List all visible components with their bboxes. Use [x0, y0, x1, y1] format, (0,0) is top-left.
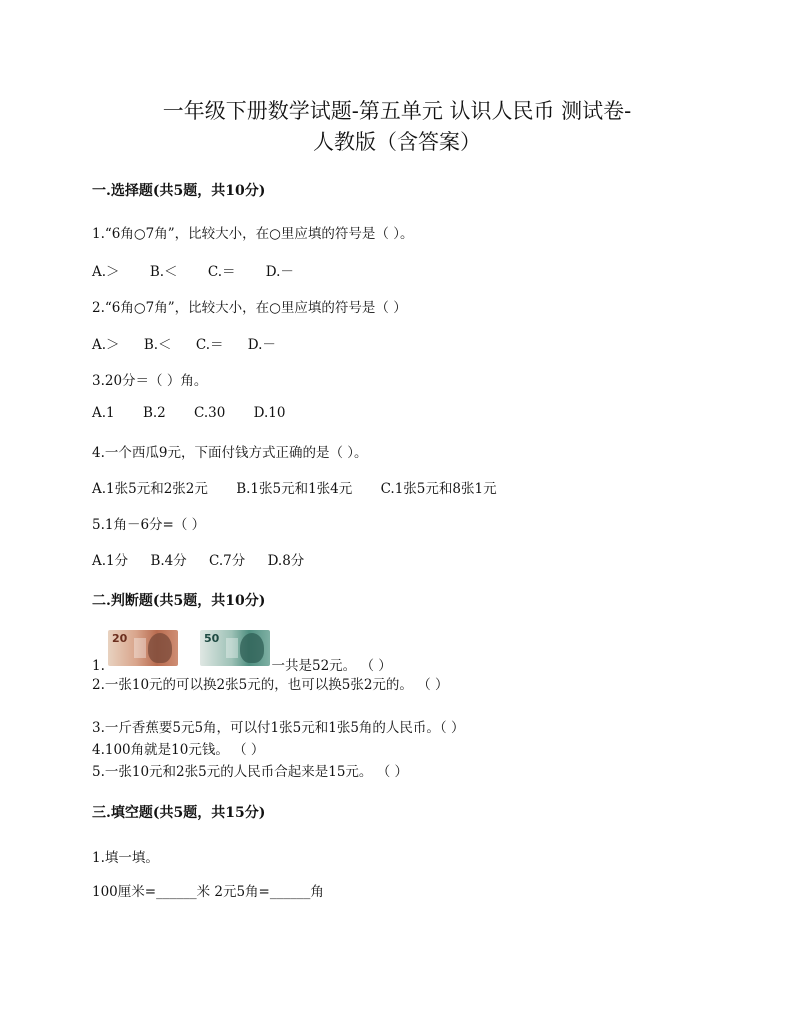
option-a: A.1张5元和2张2元 [92, 481, 208, 497]
judgement-item-2: 2.一张10元的可以换2张5元的，也可以换5张2元的。 （ ） [92, 677, 449, 693]
judgement-item-5: 5.一张10元和2张5元的人民币合起来是15元。 （ ） [92, 764, 408, 780]
option-b: B.＜ [143, 337, 172, 353]
option-a: A.1分 [92, 553, 129, 569]
judgement-item-1 [92, 654, 392, 674]
judgement-item-number: 1. [92, 658, 105, 674]
question-options [92, 549, 322, 569]
option-a: A.＞ [92, 264, 120, 280]
option-c: C.30 [194, 405, 226, 421]
option-c: C.＝ [195, 337, 224, 353]
option-a: A.1 [92, 405, 115, 421]
option-c: C.1张5元和8张1元 [380, 481, 497, 497]
fill-question-stem: 1.填一填。 [92, 850, 159, 866]
option-a: A.＞ [92, 337, 120, 353]
judgement-item-3: 3.一斤香蕉要5元5角，可以付1张5元和1张5角的人民币。（ ） [92, 720, 465, 736]
option-b: B.＜ [149, 264, 178, 280]
option-b: B.2 [142, 405, 166, 421]
section-heading-fill: 三.填空题(共5题，共15分) [92, 805, 266, 821]
question-options [92, 405, 309, 421]
fill-question-line: 100厘米=______米 2元5角=______角 [92, 884, 324, 900]
banknote-value: 20 [112, 632, 128, 645]
option-d: D.10 [253, 405, 286, 421]
section-heading-choice: 一.选择题(共5题，共10分) [92, 183, 266, 199]
question-stem: 4.一个西瓜9元，下面付钱方式正确的是（ ）。 [92, 445, 368, 461]
option-b: B.4分 [150, 553, 187, 569]
question-options [92, 477, 521, 497]
question-options [92, 260, 320, 280]
question-stem: 3.20分＝（ ）角。 [92, 373, 208, 389]
section-heading-judgement: 二.判断题(共5题，共10分) [92, 593, 266, 609]
banknote-value: 50 [204, 632, 220, 645]
option-d: D.－ [265, 264, 294, 280]
option-b: B.1张5元和1张4元 [236, 481, 353, 497]
question-stem: 5.1角－6分=（ ） [92, 517, 206, 533]
document-title-line1: 一年级下册数学试题-第五单元 认识人民币 测试卷- [162, 99, 632, 123]
question-stem: 2.“6角○7角”，比较大小，在○里应填的符号是（ ） [92, 300, 407, 316]
document-title-line2: 人教版（含答案） [313, 130, 481, 154]
option-d: D.8分 [267, 553, 305, 569]
option-c: C.＝ [207, 264, 236, 280]
option-d: D.－ [247, 337, 276, 353]
question-options [92, 333, 296, 353]
option-c: C.7分 [209, 553, 246, 569]
judgement-item-text: 一共是52元。 （ ） [271, 658, 392, 674]
question-stem: 1.“6角○7角”，比较大小，在○里应填的符号是（ ）。 [92, 226, 414, 242]
judgement-item-4: 4.100角就是10元钱。 （ ） [92, 742, 265, 758]
